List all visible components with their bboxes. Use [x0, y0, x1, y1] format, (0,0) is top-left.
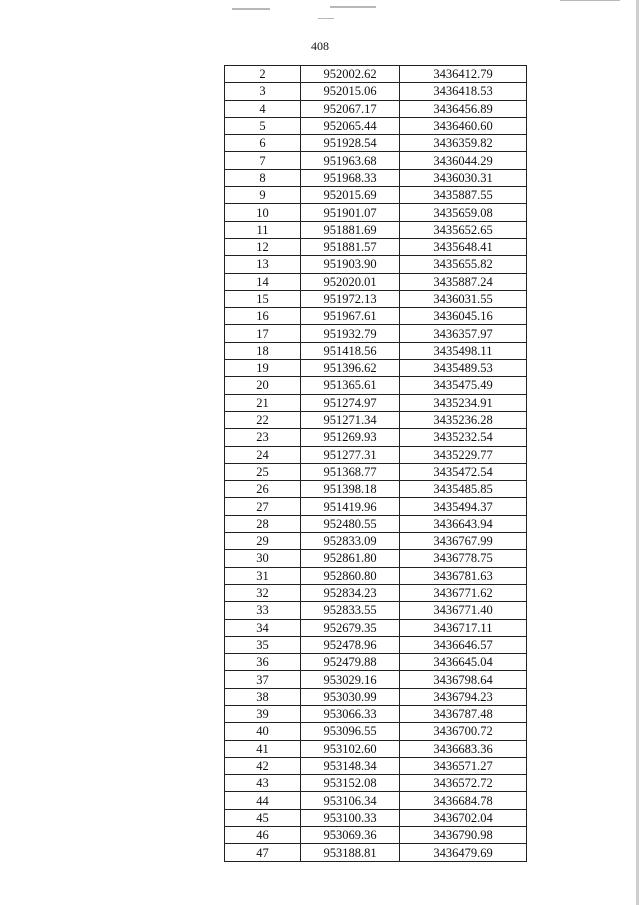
table-row: [225, 584, 527, 601]
table-row: [225, 256, 527, 273]
table-row: [225, 117, 527, 134]
x-coordinate-cell: 953106.34: [301, 792, 400, 809]
table-row: [225, 463, 527, 480]
y-coordinate-cell: 3436771.62: [400, 584, 527, 601]
point-number-cell: 14: [225, 273, 301, 290]
x-coordinate-cell: 951963.68: [301, 152, 400, 169]
point-number-cell: 19: [225, 360, 301, 377]
x-coordinate-cell: 952860.80: [301, 567, 400, 584]
y-coordinate-cell: 3436684.78: [400, 792, 527, 809]
point-number-cell: 35: [225, 636, 301, 653]
x-coordinate-cell: 953102.60: [301, 740, 400, 757]
x-coordinate-cell: 953148.34: [301, 757, 400, 774]
table-row: [225, 360, 527, 377]
table-row: [225, 290, 527, 307]
x-coordinate-cell: 953100.33: [301, 809, 400, 826]
point-number-cell: 18: [225, 342, 301, 359]
table-row: [225, 342, 527, 359]
table-row: [225, 83, 527, 100]
point-number-cell: 8: [225, 169, 301, 186]
table-row: [225, 221, 527, 238]
table-row: [225, 204, 527, 221]
table-row: [225, 533, 527, 550]
y-coordinate-cell: 3435887.55: [400, 187, 527, 204]
table-row: [225, 602, 527, 619]
y-coordinate-cell: 3435659.08: [400, 204, 527, 221]
y-coordinate-cell: 3436031.55: [400, 290, 527, 307]
x-coordinate-cell: 952015.06: [301, 83, 400, 100]
point-number-cell: 34: [225, 619, 301, 636]
table-row: [225, 705, 527, 722]
y-coordinate-cell: 3436359.82: [400, 135, 527, 152]
y-coordinate-cell: 3436798.64: [400, 671, 527, 688]
point-number-cell: 2: [225, 66, 301, 83]
table-row: [225, 66, 527, 83]
x-coordinate-cell: 951932.79: [301, 325, 400, 342]
x-coordinate-cell: 952833.55: [301, 602, 400, 619]
y-coordinate-cell: 3436702.04: [400, 809, 527, 826]
y-coordinate-cell: 3435498.11: [400, 342, 527, 359]
y-coordinate-cell: 3436357.97: [400, 325, 527, 342]
point-number-cell: 47: [225, 844, 301, 861]
point-number-cell: 28: [225, 515, 301, 532]
y-coordinate-cell: 3436643.94: [400, 515, 527, 532]
point-number-cell: 42: [225, 757, 301, 774]
point-number-cell: 39: [225, 705, 301, 722]
point-number-cell: 20: [225, 377, 301, 394]
table-row: [225, 567, 527, 584]
table-row: [225, 377, 527, 394]
table-row: [225, 636, 527, 653]
y-coordinate-cell: 3436771.40: [400, 602, 527, 619]
scan-artifact: [330, 6, 376, 8]
y-coordinate-cell: 3435887.24: [400, 273, 527, 290]
x-coordinate-cell: 951274.97: [301, 394, 400, 411]
y-coordinate-cell: 3436412.79: [400, 66, 527, 83]
point-number-cell: 17: [225, 325, 301, 342]
point-number-cell: 16: [225, 308, 301, 325]
y-coordinate-cell: 3435234.91: [400, 394, 527, 411]
y-coordinate-cell: 3436418.53: [400, 83, 527, 100]
table-row: [225, 740, 527, 757]
x-coordinate-cell: 951365.61: [301, 377, 400, 394]
x-coordinate-cell: 953029.16: [301, 671, 400, 688]
y-coordinate-cell: 3436479.69: [400, 844, 527, 861]
table-row: [225, 325, 527, 342]
scan-artifact: [318, 18, 334, 19]
x-coordinate-cell: 952480.55: [301, 515, 400, 532]
y-coordinate-cell: 3436767.99: [400, 533, 527, 550]
point-number-cell: 27: [225, 498, 301, 515]
coordinates-table-container: [224, 65, 527, 862]
point-number-cell: 24: [225, 446, 301, 463]
coordinates-table-body: [225, 66, 527, 862]
y-coordinate-cell: 3435472.54: [400, 463, 527, 480]
table-row: [225, 135, 527, 152]
point-number-cell: 40: [225, 723, 301, 740]
table-row: [225, 169, 527, 186]
point-number-cell: 37: [225, 671, 301, 688]
point-number-cell: 36: [225, 654, 301, 671]
x-coordinate-cell: 951972.13: [301, 290, 400, 307]
table-row: [225, 481, 527, 498]
point-number-cell: 26: [225, 481, 301, 498]
table-row: [225, 550, 527, 567]
y-coordinate-cell: 3436645.04: [400, 654, 527, 671]
y-coordinate-cell: 3435229.77: [400, 446, 527, 463]
y-coordinate-cell: 3436646.57: [400, 636, 527, 653]
table-row: [225, 515, 527, 532]
scan-artifact: [636, 0, 639, 905]
y-coordinate-cell: 3436030.31: [400, 169, 527, 186]
y-coordinate-cell: 3436045.16: [400, 308, 527, 325]
table-row: [225, 792, 527, 809]
table-row: [225, 757, 527, 774]
x-coordinate-cell: 951903.90: [301, 256, 400, 273]
y-coordinate-cell: 3436571.27: [400, 757, 527, 774]
point-number-cell: 9: [225, 187, 301, 204]
table-row: [225, 827, 527, 844]
y-coordinate-cell: 3436700.72: [400, 723, 527, 740]
point-number-cell: 38: [225, 688, 301, 705]
x-coordinate-cell: 951269.93: [301, 429, 400, 446]
point-number-cell: 29: [225, 533, 301, 550]
point-number-cell: 22: [225, 411, 301, 428]
scan-artifact: [232, 8, 270, 10]
x-coordinate-cell: 953030.99: [301, 688, 400, 705]
x-coordinate-cell: 952065.44: [301, 117, 400, 134]
x-coordinate-cell: 951396.62: [301, 360, 400, 377]
table-row: [225, 619, 527, 636]
point-number-cell: 32: [225, 584, 301, 601]
x-coordinate-cell: 951277.31: [301, 446, 400, 463]
y-coordinate-cell: 3436717.11: [400, 619, 527, 636]
point-number-cell: 11: [225, 221, 301, 238]
x-coordinate-cell: 952015.69: [301, 187, 400, 204]
x-coordinate-cell: 953066.33: [301, 705, 400, 722]
table-row: [225, 100, 527, 117]
y-coordinate-cell: 3436790.98: [400, 827, 527, 844]
table-row: [225, 498, 527, 515]
x-coordinate-cell: 951368.77: [301, 463, 400, 480]
y-coordinate-cell: 3436787.48: [400, 705, 527, 722]
table-row: [225, 809, 527, 826]
x-coordinate-cell: 953069.36: [301, 827, 400, 844]
x-coordinate-cell: 951271.34: [301, 411, 400, 428]
x-coordinate-cell: 952834.23: [301, 584, 400, 601]
x-coordinate-cell: 951928.54: [301, 135, 400, 152]
point-number-cell: 43: [225, 775, 301, 792]
y-coordinate-cell: 3436778.75: [400, 550, 527, 567]
point-number-cell: 33: [225, 602, 301, 619]
table-row: [225, 446, 527, 463]
point-number-cell: 46: [225, 827, 301, 844]
table-row: [225, 671, 527, 688]
table-row: [225, 429, 527, 446]
coordinates-table: [224, 65, 527, 862]
y-coordinate-cell: 3435655.82: [400, 256, 527, 273]
x-coordinate-cell: 951881.69: [301, 221, 400, 238]
y-coordinate-cell: 3435475.49: [400, 377, 527, 394]
point-number-cell: 30: [225, 550, 301, 567]
table-row: [225, 411, 527, 428]
x-coordinate-cell: 952067.17: [301, 100, 400, 117]
x-coordinate-cell: 952833.09: [301, 533, 400, 550]
x-coordinate-cell: 952861.80: [301, 550, 400, 567]
point-number-cell: 3: [225, 83, 301, 100]
x-coordinate-cell: 952020.01: [301, 273, 400, 290]
x-coordinate-cell: 952478.96: [301, 636, 400, 653]
point-number-cell: 23: [225, 429, 301, 446]
point-number-cell: 4: [225, 100, 301, 117]
y-coordinate-cell: 3436794.23: [400, 688, 527, 705]
x-coordinate-cell: 952679.35: [301, 619, 400, 636]
x-coordinate-cell: 953096.55: [301, 723, 400, 740]
x-coordinate-cell: 953188.81: [301, 844, 400, 861]
table-row: [225, 152, 527, 169]
table-row: [225, 723, 527, 740]
x-coordinate-cell: 952002.62: [301, 66, 400, 83]
point-number-cell: 41: [225, 740, 301, 757]
point-number-cell: 21: [225, 394, 301, 411]
y-coordinate-cell: 3436683.36: [400, 740, 527, 757]
y-coordinate-cell: 3436460.60: [400, 117, 527, 134]
point-number-cell: 44: [225, 792, 301, 809]
point-number-cell: 13: [225, 256, 301, 273]
y-coordinate-cell: 3435485.85: [400, 481, 527, 498]
x-coordinate-cell: 951968.33: [301, 169, 400, 186]
table-row: [225, 775, 527, 792]
point-number-cell: 10: [225, 204, 301, 221]
table-row: [225, 238, 527, 255]
x-coordinate-cell: 951398.18: [301, 481, 400, 498]
x-coordinate-cell: 951419.96: [301, 498, 400, 515]
y-coordinate-cell: 3435236.28: [400, 411, 527, 428]
point-number-cell: 5: [225, 117, 301, 134]
scan-artifact: [560, 0, 620, 1]
page-number: 408: [311, 39, 329, 53]
table-row: [225, 654, 527, 671]
y-coordinate-cell: 3435232.54: [400, 429, 527, 446]
table-row: [225, 187, 527, 204]
table-row: [225, 688, 527, 705]
y-coordinate-cell: 3435494.37: [400, 498, 527, 515]
table-row: [225, 308, 527, 325]
point-number-cell: 12: [225, 238, 301, 255]
x-coordinate-cell: 951967.61: [301, 308, 400, 325]
y-coordinate-cell: 3436044.29: [400, 152, 527, 169]
y-coordinate-cell: 3436572.72: [400, 775, 527, 792]
x-coordinate-cell: 951418.56: [301, 342, 400, 359]
point-number-cell: 6: [225, 135, 301, 152]
x-coordinate-cell: 951881.57: [301, 238, 400, 255]
point-number-cell: 45: [225, 809, 301, 826]
table-row: [225, 273, 527, 290]
point-number-cell: 7: [225, 152, 301, 169]
point-number-cell: 31: [225, 567, 301, 584]
y-coordinate-cell: 3435648.41: [400, 238, 527, 255]
x-coordinate-cell: 952479.88: [301, 654, 400, 671]
point-number-cell: 15: [225, 290, 301, 307]
y-coordinate-cell: 3436781.63: [400, 567, 527, 584]
x-coordinate-cell: 951901.07: [301, 204, 400, 221]
y-coordinate-cell: 3435652.65: [400, 221, 527, 238]
point-number-cell: 25: [225, 463, 301, 480]
table-row: [225, 844, 527, 861]
y-coordinate-cell: 3436456.89: [400, 100, 527, 117]
table-row: [225, 394, 527, 411]
x-coordinate-cell: 953152.08: [301, 775, 400, 792]
y-coordinate-cell: 3435489.53: [400, 360, 527, 377]
